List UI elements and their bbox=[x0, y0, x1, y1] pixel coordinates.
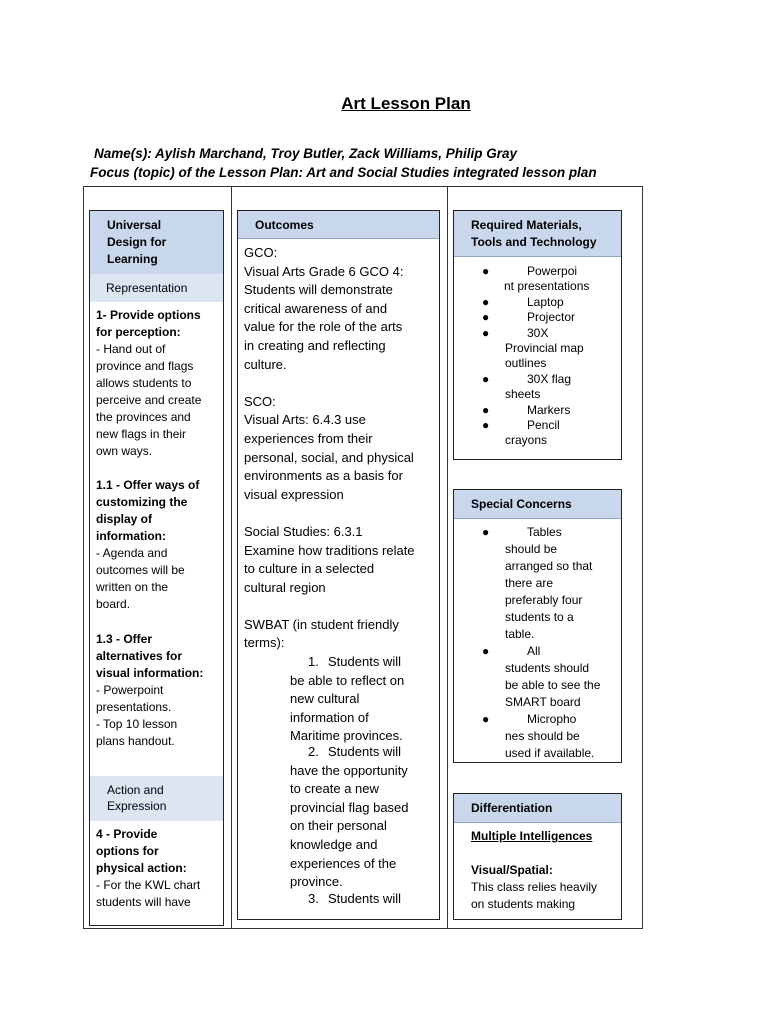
concern-text: should be bbox=[505, 542, 558, 556]
bullet-icon: ● bbox=[482, 371, 490, 386]
body-line: - Top 10 lesson bbox=[96, 717, 178, 731]
concern-text: used if available. bbox=[505, 746, 595, 760]
heading-line: 1- Provide options bbox=[96, 308, 201, 322]
header-line: Required Materials, bbox=[471, 218, 582, 232]
bullet-icon: ● bbox=[482, 325, 490, 340]
gco-line: GCO: bbox=[244, 245, 278, 260]
action-expression-label bbox=[90, 776, 223, 821]
list-number: 1. bbox=[308, 654, 319, 670]
label-line: Action and bbox=[107, 783, 164, 797]
body-line: province and flags bbox=[96, 359, 194, 373]
sco-line: personal, social, and physical bbox=[244, 449, 414, 465]
gco-line: culture. bbox=[244, 356, 287, 372]
sco-line: visual expression bbox=[244, 486, 344, 502]
gco-line: in creating and reflecting bbox=[244, 337, 386, 353]
swbat-line: SWBAT (in student friendly bbox=[244, 616, 399, 632]
material-text: Laptop bbox=[527, 294, 564, 309]
swbat-block bbox=[244, 616, 439, 653]
list-line: Students will bbox=[328, 744, 401, 760]
list-line: information of bbox=[290, 709, 369, 725]
list-line: Students will bbox=[328, 654, 401, 670]
body-line: outcomes will be bbox=[96, 563, 185, 577]
concern-text: preferably four bbox=[505, 593, 583, 607]
heading-line: alternatives for bbox=[96, 649, 183, 663]
outcomes-box bbox=[237, 210, 440, 920]
gco-line: value for the role of the arts bbox=[244, 319, 403, 335]
material-text: Powerpoi bbox=[527, 264, 578, 278]
differentiation-line: on students making bbox=[471, 897, 576, 911]
list-line: have the opportunity bbox=[290, 762, 408, 778]
material-text: Pencil bbox=[527, 418, 560, 433]
bullet-icon: ● bbox=[482, 294, 490, 309]
focus-line: Focus (topic) of the Lesson Plan: Art and Social Studies integrated lesson plan bbox=[90, 165, 597, 180]
body-line: own ways. bbox=[96, 444, 153, 458]
perception-heading bbox=[96, 307, 223, 341]
body-line: - Hand out of bbox=[96, 342, 166, 356]
material-text: 30X bbox=[527, 325, 549, 340]
column-divider-1 bbox=[231, 186, 232, 929]
udl-body-top bbox=[90, 302, 223, 750]
concern-text: table. bbox=[505, 627, 535, 641]
concern-text: be able to see the bbox=[505, 678, 601, 692]
list-line: experiences of the bbox=[290, 855, 397, 871]
list-line: Maritime provinces. bbox=[290, 728, 403, 744]
column-divider-2 bbox=[447, 186, 448, 929]
concern-item bbox=[482, 711, 621, 762]
gco-line: Visual Arts Grade 6 GCO 4: bbox=[244, 263, 404, 279]
body-line: perceive and create bbox=[96, 393, 202, 407]
materials-box bbox=[453, 210, 622, 460]
body-line: new flags in their bbox=[96, 427, 187, 441]
concern-text: Tables bbox=[527, 525, 562, 539]
heading-line: options for bbox=[96, 844, 159, 858]
perception-body bbox=[96, 341, 223, 460]
names-line: Name(s): Aylish Marchand, Troy Butler, Zack Williams, Philip Gray bbox=[94, 146, 518, 161]
heading-line: for perception: bbox=[96, 325, 181, 339]
list-number: 2. bbox=[308, 744, 319, 760]
body-line: presentations. bbox=[96, 700, 172, 714]
sco-line: SCO: bbox=[244, 393, 276, 409]
heading-line: visual information: bbox=[96, 666, 204, 680]
special-concerns-header: Special Concerns bbox=[454, 490, 621, 519]
material-text: nt presentations bbox=[504, 279, 590, 294]
ss-line: cultural region bbox=[244, 579, 326, 595]
differentiation-header: Differentiation bbox=[454, 794, 621, 823]
material-text: Markers bbox=[527, 402, 571, 417]
gco-line: critical awareness of and bbox=[244, 300, 388, 316]
heading-line: 1.1 - Offer ways of bbox=[96, 478, 200, 492]
udl-header bbox=[90, 211, 223, 274]
swbat-list bbox=[244, 653, 439, 908]
differentiation-line: This class relies heavily bbox=[471, 880, 598, 894]
representation-label: Representation bbox=[90, 274, 223, 302]
heading-line: 1.3 - Offer bbox=[96, 632, 153, 646]
body-line: - For the KWL chart bbox=[96, 878, 201, 892]
body-line: - Powerpoint bbox=[96, 683, 164, 697]
concern-text: arranged so that bbox=[505, 559, 593, 573]
heading-line: display of bbox=[96, 512, 153, 526]
material-text: crayons bbox=[505, 433, 548, 448]
ss-line: to culture in a selected bbox=[244, 561, 375, 577]
social-studies-block bbox=[244, 523, 439, 597]
bullet-icon: ● bbox=[482, 264, 490, 278]
materials-header bbox=[454, 211, 621, 257]
material-text: Projector bbox=[527, 310, 576, 325]
materials-list bbox=[454, 257, 621, 449]
material-item bbox=[482, 325, 621, 372]
visual-alternatives-body bbox=[96, 682, 223, 750]
outcomes-header: Outcomes bbox=[238, 211, 439, 239]
physical-action-body bbox=[96, 877, 200, 911]
body-line: allows students to bbox=[96, 376, 192, 390]
differentiation-body bbox=[454, 823, 621, 913]
list-line: to create a new bbox=[290, 781, 379, 797]
heading-line: physical action: bbox=[96, 861, 187, 875]
udl-body-bottom bbox=[96, 826, 200, 911]
material-text: sheets bbox=[505, 387, 541, 402]
concern-text: students should bbox=[505, 661, 590, 675]
differentiation-box bbox=[453, 793, 622, 920]
bullet-icon: ● bbox=[482, 644, 490, 658]
visual-spatial-heading: Visual/Spatial: bbox=[471, 863, 553, 877]
sco-line: experiences from their bbox=[244, 430, 373, 446]
label-line: Expression bbox=[107, 799, 167, 813]
heading-line: information: bbox=[96, 529, 166, 543]
list-line: Students will bbox=[328, 890, 401, 906]
body-line: students will have bbox=[96, 895, 191, 909]
body-line: written on the bbox=[96, 580, 169, 594]
ss-line: Examine how traditions relate bbox=[244, 542, 415, 558]
page-title: Art Lesson Plan bbox=[341, 94, 471, 113]
sco-block bbox=[244, 393, 439, 505]
list-line: province. bbox=[290, 874, 343, 890]
list-line: knowledge and bbox=[290, 837, 378, 852]
material-item bbox=[482, 264, 621, 295]
physical-action-heading bbox=[96, 826, 200, 877]
concerns-list bbox=[454, 519, 621, 762]
concern-text: SMART board bbox=[505, 695, 581, 709]
body-line: board. bbox=[96, 597, 131, 611]
bullet-icon: ● bbox=[482, 418, 490, 433]
concern-text: Micropho bbox=[527, 712, 577, 726]
bullet-icon: ● bbox=[482, 402, 490, 417]
body-line: the provinces and bbox=[96, 410, 191, 424]
bullet-icon: ● bbox=[482, 712, 490, 726]
header-line: Tools and Technology bbox=[471, 235, 597, 249]
bullet-icon: ● bbox=[482, 310, 490, 325]
material-item bbox=[482, 294, 621, 310]
material-text: outlines bbox=[505, 356, 547, 371]
material-text: 30X flag bbox=[527, 371, 572, 386]
concern-text: All bbox=[527, 644, 541, 658]
concern-item bbox=[482, 524, 621, 643]
visual-alternatives-heading bbox=[96, 631, 223, 682]
special-concerns-box bbox=[453, 489, 622, 763]
list-item bbox=[290, 890, 439, 909]
material-item bbox=[482, 402, 621, 418]
list-line: on their personal bbox=[290, 818, 387, 834]
body-line: plans handout. bbox=[96, 734, 175, 748]
material-item bbox=[482, 418, 621, 449]
multiple-intelligences-heading: Multiple Intelligences bbox=[471, 829, 593, 843]
list-item bbox=[290, 653, 439, 746]
sco-line: environments as a basis for bbox=[244, 468, 403, 484]
udl-header-line: Universal bbox=[107, 218, 162, 232]
body-line: - Agenda and bbox=[96, 546, 168, 560]
list-item bbox=[290, 743, 439, 892]
udl-header-line: Learning bbox=[107, 252, 158, 266]
customizing-heading bbox=[96, 477, 223, 545]
heading-line: 4 - Provide bbox=[96, 827, 158, 841]
outcomes-body bbox=[238, 239, 439, 908]
bullet-icon: ● bbox=[482, 525, 490, 539]
concern-text: students to a bbox=[505, 610, 574, 624]
list-line: provincial flag based bbox=[290, 799, 409, 815]
material-item bbox=[482, 310, 621, 325]
list-line: new cultural bbox=[290, 691, 360, 707]
list-number: 3. bbox=[308, 890, 319, 906]
customizing-body bbox=[96, 545, 223, 613]
ss-line: Social Studies: 6.3.1 bbox=[244, 523, 363, 539]
gco-line: Students will demonstrate bbox=[244, 282, 393, 298]
concern-text: there are bbox=[505, 576, 554, 590]
udl-header-line: Design for bbox=[107, 235, 167, 249]
material-text: Provincial map bbox=[505, 341, 584, 356]
list-line: be able to reflect on bbox=[290, 672, 405, 688]
swbat-line: terms): bbox=[244, 635, 285, 651]
material-item bbox=[482, 371, 621, 403]
concern-text: nes should be bbox=[505, 729, 580, 743]
sco-line: Visual Arts: 6.4.3 use bbox=[244, 412, 366, 428]
concern-item bbox=[482, 643, 621, 711]
gco-block bbox=[244, 244, 439, 374]
heading-line: customizing the bbox=[96, 495, 188, 509]
udl-box bbox=[89, 210, 224, 926]
